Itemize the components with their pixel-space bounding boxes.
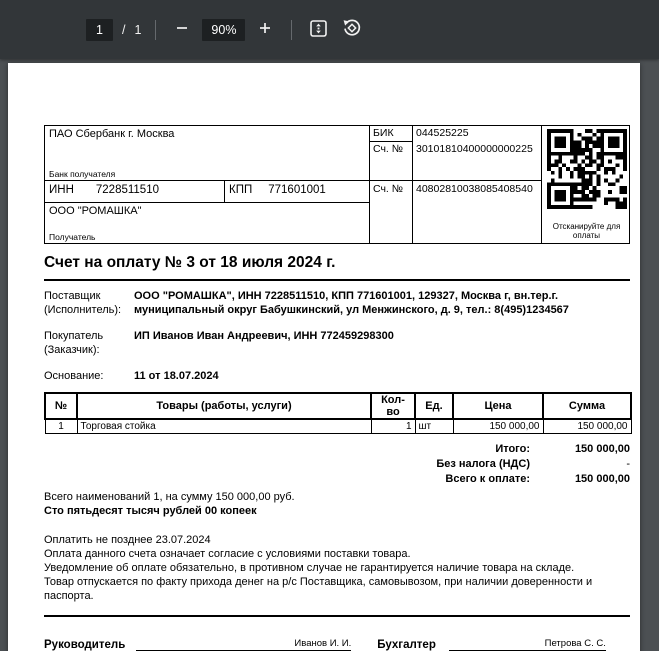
total-row (44, 457, 630, 472)
minus-icon (175, 21, 189, 38)
total-row (44, 442, 630, 457)
total-label: Без налога (НДС) (436, 457, 530, 470)
pdf-canvas[interactable] (0, 59, 659, 651)
signature-block (44, 638, 630, 651)
col-qty: Кол-во (371, 393, 415, 419)
director-name: Иванов И. И. (294, 637, 352, 649)
director-signature-line (136, 638, 351, 651)
total-value: 150 000,00 (574, 442, 630, 455)
page-total: 1 (134, 22, 142, 37)
inn-value: 7228511510 (95, 184, 159, 196)
item-unit: шт (415, 419, 453, 433)
bank-name: ПАО Сбербанк г. Москва (49, 128, 175, 140)
col-unit: Ед. (415, 393, 453, 419)
summary-line: Всего наименований 1, на сумму 150 000,00 руб. (44, 490, 295, 503)
supplier-value: ООО "РОМАШКА", ИНН 7228511510, КПП 771601001, 129327, Москва г, вн.тер.г. муниципальный округ Бабушкинский, ул Менжинского, д. 9, тел.: 8(495)1234567 (134, 290, 569, 316)
accountant-name: Петрова С. С. (544, 637, 606, 649)
title-rule (44, 279, 630, 281)
supplier-label: Поставщик (Исполнитель): (44, 290, 122, 316)
item-qty: 1 (371, 419, 415, 433)
rotate-counterclockwise-button[interactable] (340, 18, 364, 42)
zoom-level-field[interactable]: 90% (202, 19, 245, 41)
total-value: - (626, 457, 630, 470)
item-sum: 150 000,00 (543, 419, 631, 433)
account-label: Сч. № (370, 181, 413, 243)
page-separator: / (122, 22, 126, 37)
kpp-label: КПП (229, 184, 253, 196)
term-line: Оплата данного счета означает согласие с условиями поставки товара. (44, 547, 411, 560)
accountant-label: Бухгалтер (377, 638, 436, 651)
fit-to-page-button[interactable] (306, 18, 330, 42)
item-name: Торговая стойка (77, 419, 371, 433)
rotate-counterclockwise-icon (342, 18, 362, 41)
item-price: 150 000,00 (453, 419, 543, 433)
table-row (45, 419, 631, 433)
supplier-row (44, 289, 630, 317)
corr-account-value: 30101810400000000225 (413, 142, 542, 181)
inn-label: ИНН (49, 184, 74, 196)
term-line: Оплатить не позднее 23.07.2024 (44, 533, 211, 546)
kpp-cell (225, 181, 370, 203)
basis-value: 11 от 18.07.2024 (134, 370, 219, 382)
basis-row (44, 369, 630, 383)
accountant-signature-line (449, 638, 606, 651)
total-label: Итого: (495, 442, 530, 455)
item-number: 1 (45, 419, 77, 433)
col-price: Цена (453, 393, 543, 419)
amount-in-words: Сто пятьдесят тысяч рублей 00 копеек (44, 504, 257, 517)
items-table (44, 392, 632, 434)
zoom-in-button[interactable] (253, 18, 277, 42)
toolbar-controls (86, 18, 364, 42)
total-label: Всего к оплате: (445, 472, 530, 485)
fit-to-page-icon (309, 19, 328, 41)
signature-rule (44, 615, 630, 617)
items-header-row (45, 393, 631, 419)
buyer-label: Покупатель (Заказчик): (44, 330, 104, 356)
inn-cell (45, 181, 225, 203)
kpp-value: 771601001 (268, 184, 326, 196)
buyer-value: ИП Иванов Иван Андреевич, ИНН 772459298300 (134, 330, 394, 342)
bank-details-table (44, 125, 630, 244)
bik-value: 044525225 (413, 126, 542, 142)
totals-block (44, 442, 630, 487)
col-number: № (45, 393, 77, 419)
pdf-toolbar (0, 0, 659, 59)
toolbar-divider (155, 20, 156, 40)
bank-name-cell (45, 126, 370, 181)
col-goods: Товары (работы, услуги) (77, 393, 371, 419)
account-value: 40802810038085408540 (413, 181, 542, 243)
page-number-input[interactable]: 1 (86, 19, 113, 41)
total-row (44, 472, 630, 487)
zoom-out-button[interactable] (170, 18, 194, 42)
qr-caption: Отсканируйте для оплаты (552, 222, 621, 240)
total-value: 150 000,00 (574, 472, 630, 485)
bik-label: БИК (370, 126, 413, 142)
bank-name-label: Банк получателя (49, 169, 116, 179)
basis-label: Основание: (44, 370, 104, 382)
invoice-page (8, 63, 640, 651)
qr-code (547, 129, 627, 209)
plus-icon (258, 21, 272, 38)
payment-terms (44, 533, 630, 603)
col-sum: Сумма (543, 393, 631, 419)
corr-account-label: Сч. № (370, 142, 413, 181)
payee-name: ООО "РОМАШКА" (49, 205, 142, 217)
term-line: Уведомление об оплате обязательно, в противном случае не гарантируется наличие товара на складе. (44, 561, 575, 574)
payee-cell (45, 203, 370, 243)
payee-label: Получатель (49, 232, 96, 242)
director-label: Руководитель (44, 638, 126, 651)
buyer-row (44, 329, 630, 357)
invoice-content (8, 63, 640, 651)
term-line: Товар отпускается по факту прихода денег на р/с Поставщика, самовывозом, при наличии доверенности и паспорта. (44, 575, 593, 602)
invoice-title: Счет на оплату № 3 от 18 июля 2024 г. (44, 254, 336, 271)
toolbar-divider (291, 20, 292, 40)
qr-cell (542, 126, 631, 243)
